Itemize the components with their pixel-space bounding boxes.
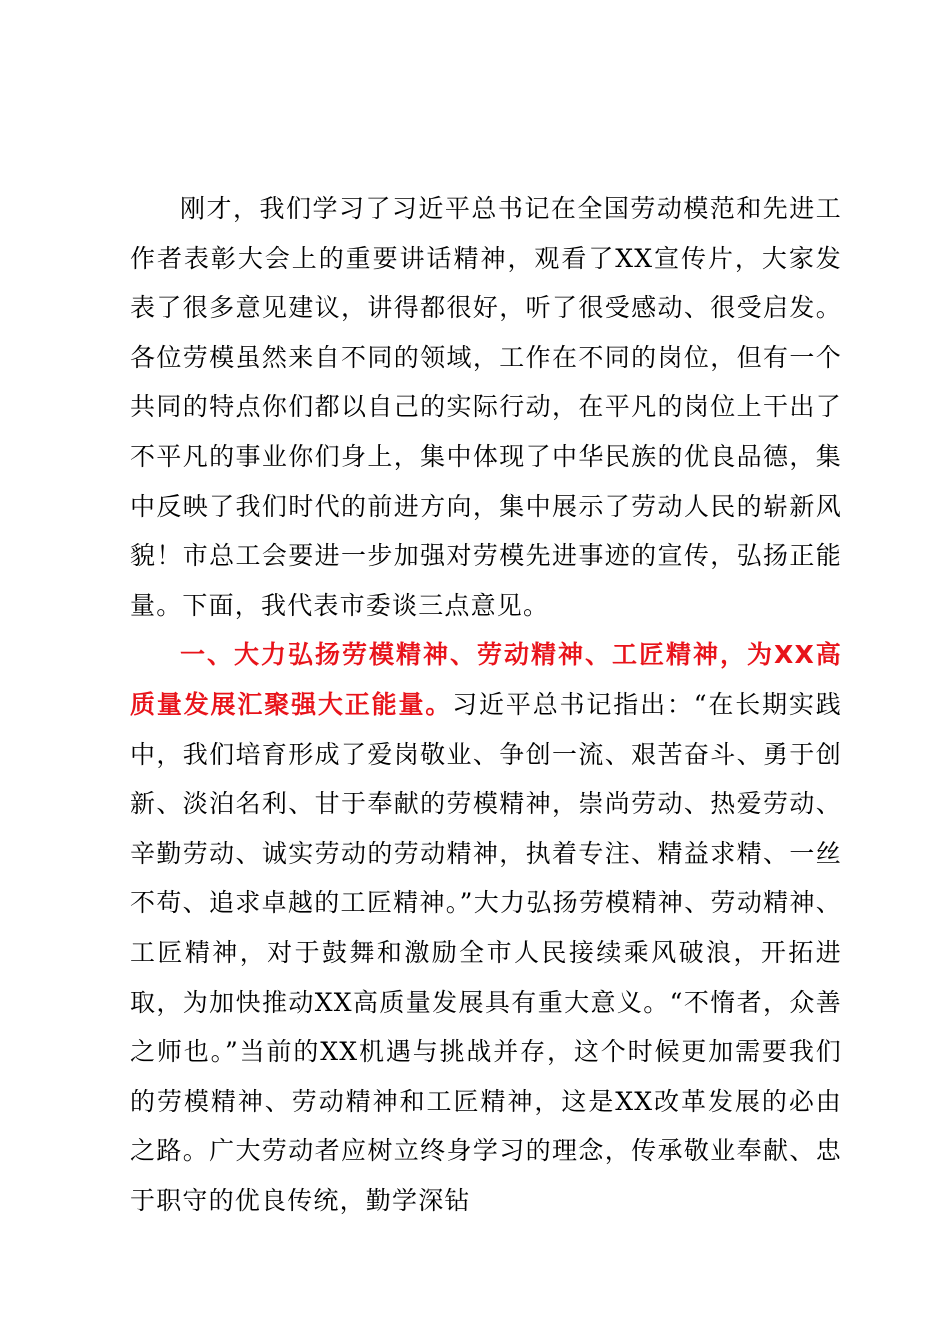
- opening-paragraph-text: 刚才，我们学习了习近平总书记在全国劳动模范和先进工作者表彰大会上的重要讲话精神，观看了XX宣传片，大家发表了很多意见建议，讲得都很好，听了很受感动、很受启发。各位劳模虽然来自不同的领域，工作在不同的岗位，但有一个共同的特点你们都以自己的实际行动，在平凡的岗位上干出了不平凡的事业你们身上，集中体现了中华民族的优良品德，集中反映了我们时代的前进方向，集中展示了劳动人民的崭新风貌！市总工会要进一步加强对劳模先进事迹的宣传，弘扬正能量。下面，我代表市委谈三点意见。: [130, 194, 842, 620]
- section-one-paragraph: [130, 630, 842, 1225]
- document-body: [130, 184, 842, 1225]
- section-one-heading: 一、大力弘扬劳模精神、劳动精神、工匠精神，为XX高质量发展汇聚强大正能量。: [130, 640, 842, 719]
- opening-paragraph: [130, 184, 842, 630]
- section-one-text: 习近平总书记指出：“在长期实践中，我们培育形成了爱岗敬业、争创一流、艰苦奋斗、勇于创新、淡泊名利、甘于奉献的劳模精神，崇尚劳动、热爱劳动、辛勤劳动、诚实劳动的劳动精神，执着专注、精益求精、一丝不苟、追求卓越的工匠精神。”大力弘扬劳模精神、劳动精神、工匠精神，对于鼓舞和激励全市人民接续乘风破浪，开拓进取，为加快推动XX高质量发展具有重大意义。“不惰者，众善之师也。”当前的XX机遇与挑战并存，这个时候更加需要我们的劳模精神、劳动精神和工匠精神，这是XX改革发展的必由之路。广大劳动者应树立终身学习的理念，传承敬业奉献、忠于职守的优良传统，勤学深钻: [130, 689, 842, 1215]
